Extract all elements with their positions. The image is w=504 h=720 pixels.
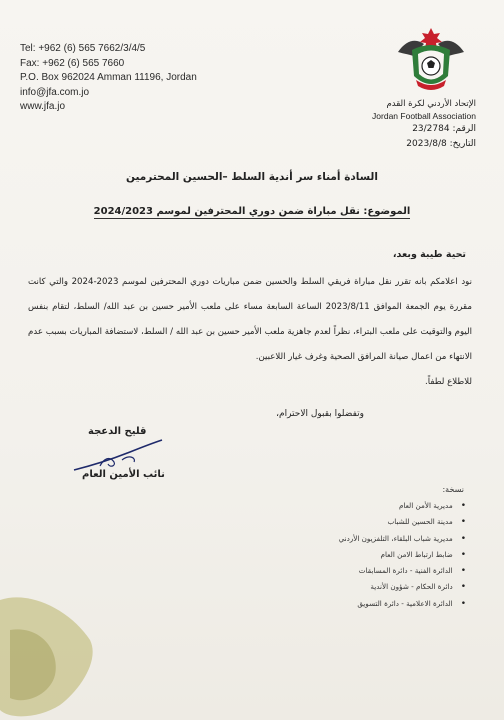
copy-recipient: • ضابط ارتباط الامن العام <box>339 547 466 563</box>
copy-recipient: • الدائرة الاعلامية - دائرة التسويق <box>339 596 466 612</box>
org-header <box>276 98 476 152</box>
subject-text: الموضوع: نقل مباراة ضمن دوري المحترفين لموسم 2024/2023 <box>93 206 411 217</box>
reference-line <box>276 122 476 137</box>
contact-tel: Tel: +962 (6) 565 7662/3/4/5 <box>20 43 146 54</box>
copy-recipient: • مديرية شباب البلقاء، التلفزيون الأردني <box>339 531 466 547</box>
signatory-title: نائب الأمين العام <box>82 469 165 480</box>
watermark-smear <box>0 580 110 720</box>
closing-line: وتفضلوا بقبول الاحترام، <box>276 409 364 419</box>
contact-pobox: P.O. Box 962024 Amman 11196, Jordan <box>20 72 197 84</box>
copy-recipient: • مدينة الحسين للشباب <box>339 514 466 530</box>
reference-label: الرقم: <box>452 124 476 134</box>
reference-number: 23/2784 <box>412 124 450 134</box>
contact-fax: Fax: +962 (6) 565 7660 <box>20 57 125 69</box>
contact-website: www.jfa.jo <box>20 101 66 113</box>
date-line <box>276 137 476 152</box>
body-paragraph: نود اعلامكم بانه تقرر نقل مباراة فريقي السلط والحسين ضمن مباريات دوري المحترفين لموسم 2023-2024 والتي كانت مقررة يوم الجمعة الموافق 2023/8/11 الساعة السابعة مساء على ملعب الأمير حسين بن عبد الله/ السلط، لتقام بنفس اليوم والتوقيت على ملعب البتراء، نظراً لعدم جاهزية ملعب الأمير حسين بن عبد الله / السلط، لاستضافة المباريات بسبب عدم الانتهاء من اعمال صيانة المرافق الصحية وغرف غيار اللاعبين. <box>28 277 472 362</box>
copy-recipient: • مديرية الأمن العام <box>339 498 466 514</box>
greeting: تحية طيبة وبعد، <box>392 249 466 260</box>
copies-heading: نسخة: <box>442 485 464 494</box>
org-name-en: Jordan Football Association <box>372 111 476 121</box>
contact-email: info@jfa.com.jo <box>20 86 90 98</box>
date-value: 2023/8/8 <box>406 139 447 149</box>
contact-block <box>20 42 197 115</box>
copy-recipient: • دائرة الحكام - شؤون الأندية <box>339 579 466 595</box>
addressee: السادة أمناء سر أندية السلط –الحسين المحترمين <box>126 171 378 183</box>
letter-body <box>28 270 472 395</box>
org-name-ar: الإتحاد الأردني لكرة القدم <box>386 99 476 109</box>
jfa-logo-icon <box>392 20 470 98</box>
date-label: التاريخ: <box>449 139 476 149</box>
subject-line <box>60 206 444 217</box>
copies-list <box>339 498 466 612</box>
copy-recipient: • الدائرة الفنية - دائرة المسابقات <box>339 563 466 579</box>
signatory-name: قليح الدعجة <box>88 426 147 437</box>
body-note: للاطلاع لطفاً. <box>425 377 472 387</box>
copies-section <box>339 485 466 612</box>
